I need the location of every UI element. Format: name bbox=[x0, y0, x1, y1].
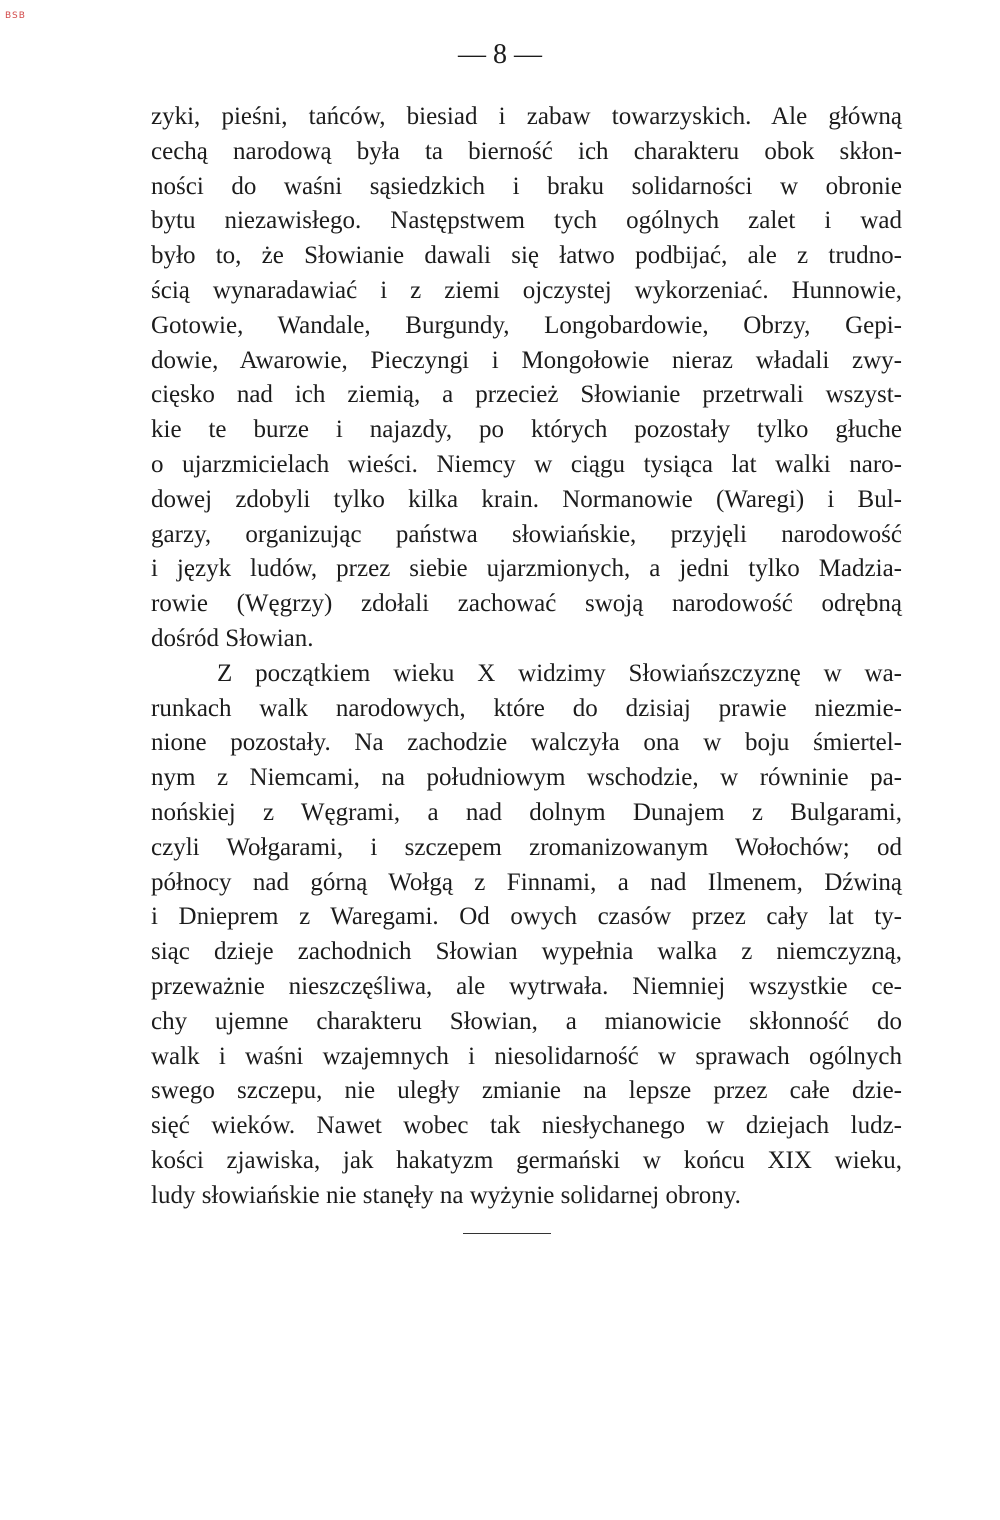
paragraph-end-line: dośród Słowian. bbox=[151, 624, 314, 652]
text-line: ścią wynaradawiać i z ziemi ojczystej wykorzeniać. Hunnowie, bbox=[151, 276, 902, 304]
text-line: o ujarzmicielach wieści. Niemcy w ciągu tysiąca lat walki naro- bbox=[151, 450, 902, 478]
text-line: rowie (Węgrzy) zdołali zachować swoją narodowość odrębną bbox=[151, 590, 902, 618]
text-line: czyli Wołgarami, i szczepem zromanizowanym Wołochów; od bbox=[151, 833, 902, 861]
section-end-rule bbox=[463, 1233, 551, 1234]
text-line: sięć wieków. Nawet wobec tak niesłychanego w dziejach ludz- bbox=[151, 1112, 902, 1140]
text-line: siąc dzieje zachodnich Słowian wypełnia walka z niemczyzną, bbox=[151, 938, 902, 966]
text-line: cięsko nad ich ziemią, a przecież Słowianie przetrwali wszyst- bbox=[151, 381, 902, 409]
text-line: nońskiej z Węgrami, a nad dolnym Dunajem z Bulgarami, bbox=[151, 798, 902, 826]
text-line: północy nad górną Wołgą z Finnami, a nad Ilmenem, Dźwiną bbox=[151, 868, 902, 896]
text-line: chy ujemne charakteru Słowian, a mianowicie skłonność do bbox=[151, 1007, 902, 1035]
text-line: było to, że Słowianie dawali się łatwo podbijać, ale z trudno- bbox=[151, 242, 902, 270]
text-line: swego szczepu, nie uległy zmianie na lepsze przez całe dzie- bbox=[151, 1077, 902, 1105]
paragraph-end-line: ludy słowiańskie nie stanęły na wyżynie solidarnej obrony. bbox=[151, 1181, 741, 1209]
text-line: dowej zdobyli tylko kilka krain. Normanowie (Waregi) i Bul- bbox=[151, 485, 902, 513]
text-line: runkach walk narodowych, które do dzisiaj prawie niezmie- bbox=[151, 694, 902, 722]
text-line: kie te burze i najazdy, po których pozostały tylko głuche bbox=[151, 416, 902, 444]
text-line: zyki, pieśni, tańców, biesiad i zabaw towarzyskich. Ale główną bbox=[151, 103, 902, 130]
paragraph-first-line: Z początkiem wieku X widzimy Słowiańszczyznę w wa- bbox=[217, 659, 902, 687]
page-number: — 8 — bbox=[458, 39, 542, 70]
text-line: Gotowie, Wandale, Burgundy, Longobardowie, Obrzy, Gepi- bbox=[151, 311, 902, 339]
text-line: nione pozostały. Na zachodzie walczyła ona w boju śmiertel- bbox=[151, 729, 902, 757]
text-line: garzy, organizując państwa słowiańskie, przyjęli narodowość bbox=[151, 520, 902, 548]
body-text bbox=[151, 100, 902, 1214]
text-line: bytu niezawisłego. Następstwem tych ogólnych zalet i wad bbox=[151, 207, 902, 235]
text-line: walk i waśni wzajemnych i niesolidarność w sprawach ogólnych bbox=[151, 1042, 902, 1070]
text-line: i język ludów, przez siebie ujarzmionych, a jedni tylko Madzia- bbox=[151, 555, 902, 583]
text-line: przeważnie nieszczęśliwa, ale wytrwała. Niemniej wszystkie ce- bbox=[151, 972, 902, 1000]
text-line: ności do waśni sąsiedzkich i braku solidarności w obronie bbox=[151, 172, 902, 200]
text-line: kości zjawiska, jak hakatyzm germański w końcu XIX wieku, bbox=[151, 1146, 902, 1174]
library-stamp: BSB bbox=[5, 11, 26, 21]
text-line: cechą narodową była ta bierność ich charakteru obok skłon- bbox=[151, 137, 902, 165]
text-line: nym z Niemcami, na południowym wschodzie, w równinie pa- bbox=[151, 764, 902, 792]
text-line: i Dnieprem z Waregami. Od owych czasów przez cały lat ty- bbox=[151, 903, 902, 931]
text-line: dowie, Awarowie, Pieczyngi i Mongołowie nieraz władali zwy- bbox=[151, 346, 902, 374]
